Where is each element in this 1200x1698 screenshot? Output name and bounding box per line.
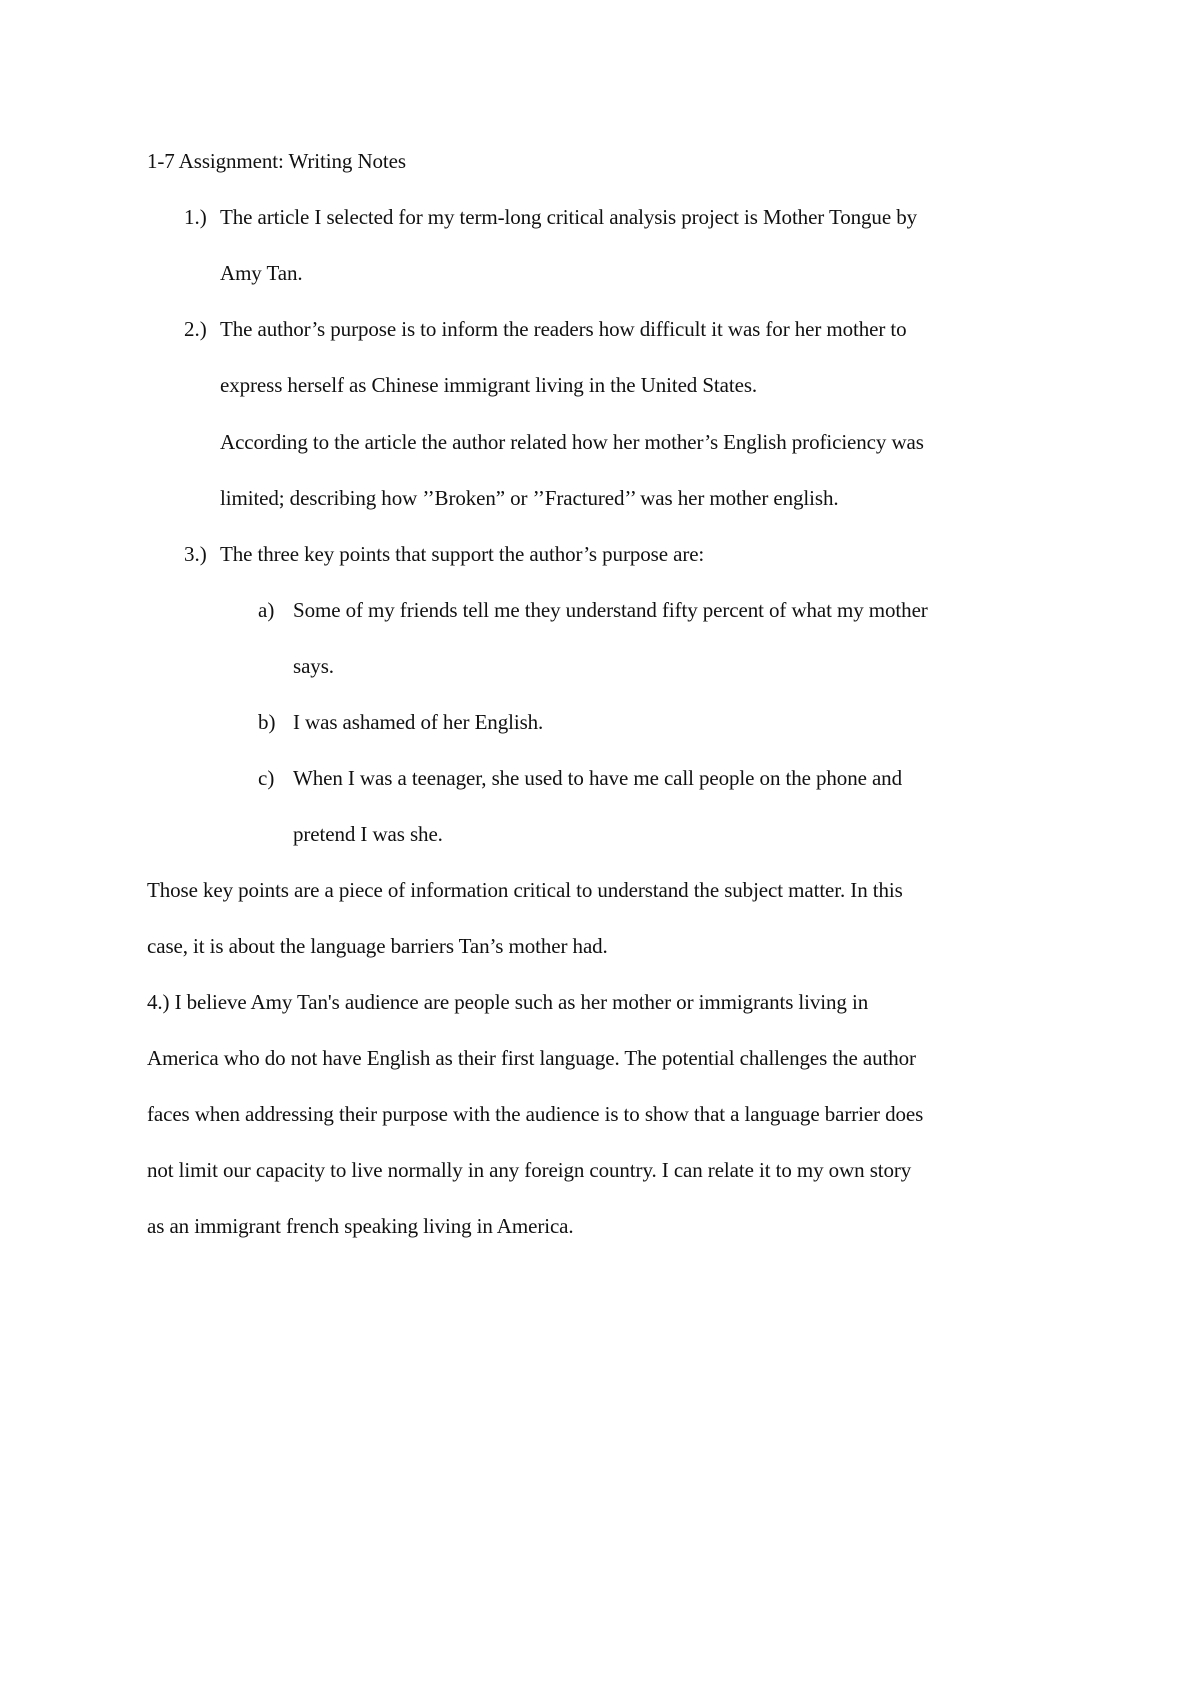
point-a-line-2: says. — [293, 654, 334, 678]
summary-line-2: case, it is about the language barriers Tan’s mother had. — [147, 934, 608, 958]
point-a-letter: a) — [258, 598, 275, 622]
item-2-line-4: limited; describing how ’’Broken” or ’’Fractured’’ was her mother english. — [220, 486, 839, 510]
item-2-line-2: express herself as Chinese immigrant living in the United States. — [220, 373, 758, 397]
point-c-letter: c) — [258, 766, 275, 790]
point-c-line-2: pretend I was she. — [293, 822, 443, 846]
item-2-number: 2.) — [184, 317, 207, 341]
item-2-line-1: The author’s purpose is to inform the readers how difficult it was for her mother to — [220, 317, 907, 341]
item-4-line-3: faces when addressing their purpose with the audience is to show that a language barrier does — [147, 1102, 924, 1126]
item-1-line-1: The article I selected for my term-long critical analysis project is Mother Tongue by — [220, 205, 917, 229]
item-4-line-4: not limit our capacity to live normally in any foreign country. I can relate it to my own story — [147, 1158, 912, 1182]
summary-line-1: Those key points are a piece of information critical to understand the subject matter. In this — [147, 878, 903, 902]
item-1-line-2: Amy Tan. — [220, 261, 303, 285]
point-c-line-1: When I was a teenager, she used to have me call people on the phone and — [293, 766, 902, 790]
item-2-line-3: According to the article the author related how her mother’s English proficiency was — [220, 430, 924, 454]
item-3-number: 3.) — [184, 542, 207, 566]
page-title: 1-7 Assignment: Writing Notes — [147, 149, 406, 173]
item-4-line-5: as an immigrant french speaking living in America. — [147, 1214, 574, 1238]
point-b-letter: b) — [258, 710, 276, 734]
item-4-line-1: 4.) I believe Amy Tan's audience are people such as her mother or immigrants living in — [147, 990, 869, 1014]
point-b-line-1: I was ashamed of her English. — [293, 710, 544, 734]
item-4-line-2: America who do not have English as their first language. The potential challenges the author — [147, 1046, 916, 1070]
item-3-intro: The three key points that support the author’s purpose are: — [220, 542, 705, 566]
item-1-number: 1.) — [184, 205, 207, 229]
point-a-line-1: Some of my friends tell me they understand fifty percent of what my mother — [293, 598, 928, 622]
